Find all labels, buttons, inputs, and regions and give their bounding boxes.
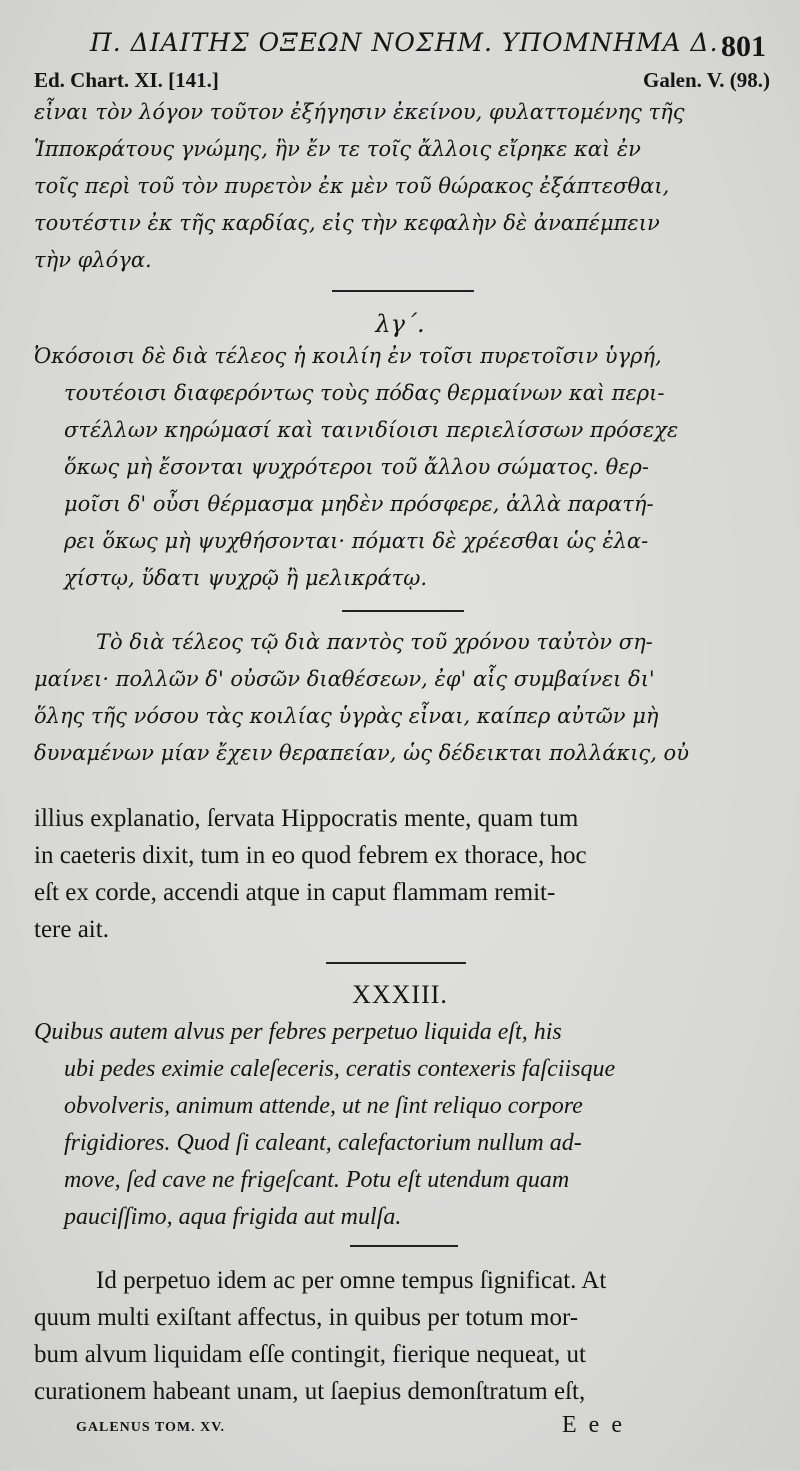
text-line: Ὀκόσοισι δὲ διὰ τέλεος ἡ κοιλίη ἐν τοῖσι πυρετοῖσιν ὑγρή, <box>34 344 662 368</box>
page-number: 801 <box>721 30 766 63</box>
edition-reference-line <box>34 68 770 93</box>
text-line: τοῖς περὶ τοῦ τὸν πυρετὸν ἐκ μὲν τοῦ θώρακος ἐξάπτεσθαι, <box>34 174 670 198</box>
text-line: quum multi exiſtant affectus, in quibus per totum mor- <box>34 1304 579 1331</box>
text-line: στέλλων κηρώμασί καὶ ταινιδίοισι περιελίσσων πρόσεχε <box>64 418 679 442</box>
text-line: bum alvum liquidam eſſe contingit, fierique nequeat, ut <box>34 1341 586 1368</box>
section-rule <box>342 610 464 612</box>
greek-commentary-paragraph <box>34 624 770 772</box>
text-line: τουτέοισι διαφερόντως τοὺς πόδας θερμαίνων καὶ περι- <box>64 381 665 405</box>
text-line: μαίνει· πολλῶν δ' οὐσῶν διαθέσεων, ἐφ' αἷς συμβαίνει δι' <box>34 667 655 691</box>
section-rule <box>326 962 466 964</box>
greek-aphorism-paragraph <box>34 338 770 597</box>
text-line: Τὸ διὰ τέλεος τῷ διὰ παντὸς τοῦ χρόνου ταὐτὸν ση- <box>96 630 653 654</box>
text-line: Ἱπποκράτους γνώμης, ἣν ἔν τε τοῖς ἄλλοις εἴρηκε καὶ ἐν <box>34 137 641 161</box>
text-line: τουτέστιν ἐκ τῆς καρδίας, εἰς τὴν κεφαλὴν δὲ ἀναπέμπειν <box>34 211 660 235</box>
greek-section-number: λγ΄. <box>375 310 425 338</box>
text-line: χίστῳ, ὕδατι ψυχρῷ ἢ μελικράτῳ. <box>64 566 428 590</box>
text-line: ρει ὅκως μὴ ψυχθήσονται· πόματι δὲ χρέεσθαι ὡς ἐλα- <box>64 529 649 553</box>
text-line: frigidiores. Quod ſi caleant, calefactorium nullum ad- <box>64 1130 582 1156</box>
volume-footer: GALENUS TOM. XV. <box>76 1420 226 1435</box>
text-line: ὅλης τῆς νόσου τὰς κοιλίας ὑγρὰς εἶναι, καίπερ αὐτῶν μὴ <box>34 704 659 728</box>
text-line: ubi pedes eximie caleſeceris, ceratis contexeris faſciisque <box>64 1056 616 1082</box>
text-line: tere ait. <box>34 916 109 943</box>
text-line: εἶναι τὸν λόγον τοῦτον ἐξήγησιν ἐκείνου, φυλαττομένης τῆς <box>34 100 685 124</box>
chartier-edition-ref: Ed. Chart. XI. [141.] <box>34 68 219 92</box>
text-line: Quibus autem alvus per febres perpetuo liquida eſt, his <box>34 1019 562 1045</box>
section-rule <box>350 1245 458 1247</box>
text-line: in caeteris dixit, tum in eo quod febrem ex thorace, hoc <box>34 842 587 869</box>
text-line: μοῖσι δ' οὖσι θέρμασμα μηδὲν πρόσφερε, ἀλλὰ παρατή- <box>64 492 654 516</box>
text-line: obvolveris, animum attende, ut ne ſint reliquo corpore <box>64 1093 583 1119</box>
running-head: Π. ΔΙΑΙΤΗΣ ΟΞΕΩΝ ΝΟΣΗΜ. ΥΠΟΜΝΗΜΑ Δ. <box>90 28 719 57</box>
text-line: δυναμένων μίαν ἔχειν θεραπείαν, ὡς δέδεικται πολλάκις, οὐ <box>34 741 689 765</box>
text-line: pauciſſimo, aqua frigida aut mulſa. <box>64 1204 402 1230</box>
text-line: τὴν φλόγα. <box>34 248 152 272</box>
text-line: Id perpetuo idem ac per omne tempus ſignificat. At <box>96 1267 607 1294</box>
text-line: eſt ex corde, accendi atque in caput flammam remit- <box>34 879 556 906</box>
latin-intro-paragraph <box>34 800 770 948</box>
latin-section-number: XXXIII. <box>352 980 448 1009</box>
galen-edition-ref: Galen. V. (98.) <box>643 68 770 92</box>
text-line: move, ſed cave ne frigeſcant. Potu eſt utendum quam <box>64 1167 570 1193</box>
text-line: curationem habeant unam, ut ſaepius demonſtratum eſt, <box>34 1378 586 1405</box>
text-line: illius explanatio, ſervata Hippocratis mente, quam tum <box>34 805 579 832</box>
greek-intro-paragraph <box>34 94 770 279</box>
section-rule <box>332 290 474 292</box>
latin-aphorism-paragraph <box>34 1014 770 1236</box>
signature-mark: E e e <box>562 1412 625 1438</box>
latin-commentary-paragraph <box>34 1262 770 1410</box>
text-line: ὅκως μὴ ἔσονται ψυχρότεροι τοῦ ἄλλου σώματος. θερ- <box>64 455 649 479</box>
